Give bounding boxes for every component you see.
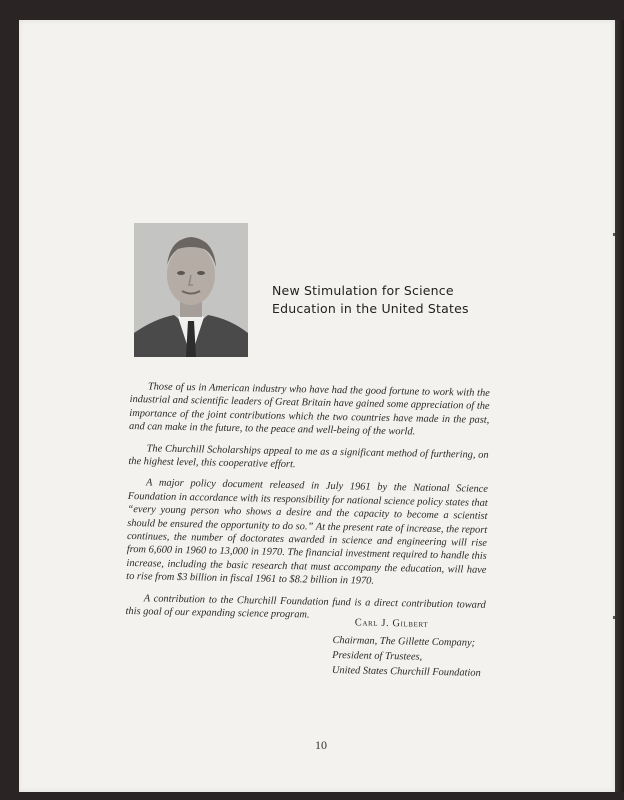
article-title [272, 282, 512, 318]
signatory-title-3: United States Churchill Foundation [331, 664, 481, 679]
title-line-2: Education in the United States [272, 301, 469, 316]
body-paragraph-1: Those of us in American industry who have had the good fortune to work with the industrial and scientific leaders of Great Britain have gained some appreciation of the importance of the joint contributions which the two countries have made in the past, and can make in the future, to the peace and well-being of the world. [128, 381, 490, 438]
signature-block [332, 615, 513, 681]
title-line-1: New Stimulation for Science [272, 283, 454, 298]
edge-mark [613, 616, 615, 619]
portrait-photo-icon [134, 223, 248, 357]
signatory-name: Carl J. Gilbert [354, 617, 429, 630]
page-number: 10 [315, 738, 327, 752]
signatory-title-1: Chairman, The Gillette Company; [332, 634, 476, 649]
document-page [19, 20, 615, 792]
body-paragraph-4: A contribution to the Churchill Foundation fund is a direct contribution toward this goal of our expanding science program. [125, 592, 486, 621]
body-paragraph-3: A major policy document released in July 1961 by the National Science Foundation in accordance with its responsibility for national science policy states that “every young person who shows a desire and the capacity to become a scientist should be ensured the opportunity to do so.” At the present rate of increase, the report continues, the number of doctorates awarded in science and engineering will rise from 6,600 in 1960 to 13,000 in 1970. The financial investment required to handle this increase, including the basic research that must accompany the education, will have to rise from $3 billion in fiscal 1961 to $8.2 billion in 1970. [126, 477, 489, 588]
article-body [125, 380, 490, 633]
edge-mark [613, 233, 615, 236]
signatory-title-2: President of Trustees, [332, 649, 423, 663]
body-paragraph-2: The Churchill Scholarships appeal to me as a significant method of furthering, on the highest level, this cooperative effort. [128, 442, 489, 471]
page-edge [615, 20, 624, 792]
